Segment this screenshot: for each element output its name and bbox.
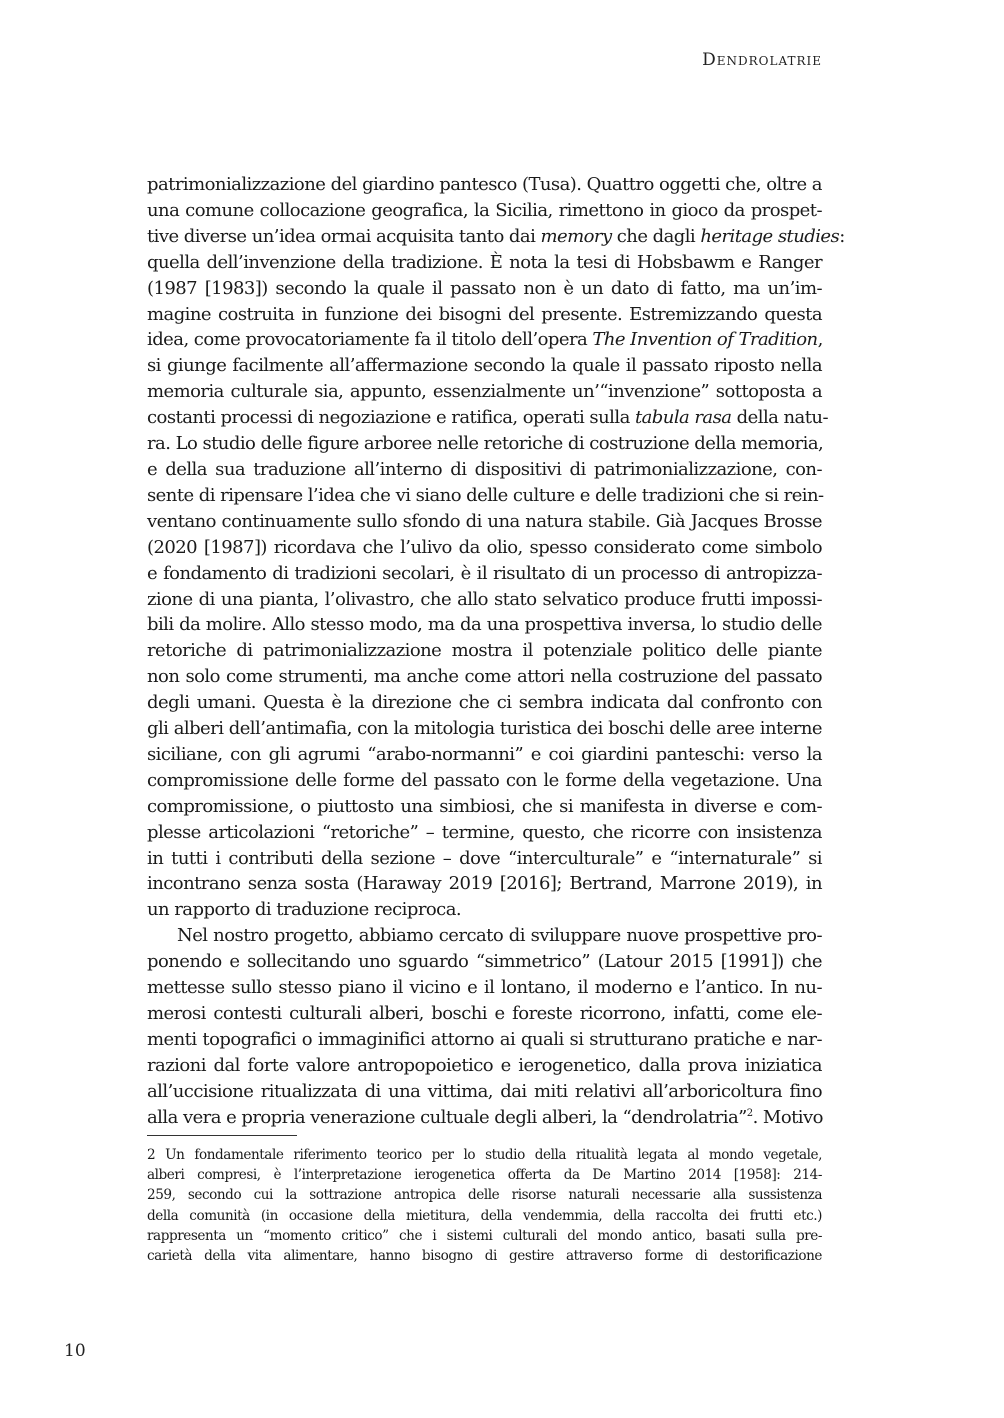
body-line (147, 353, 822, 379)
body-line-text: costanti processi di negoziazione e ratifica, operati sulla (147, 407, 635, 429)
page-number: 10 (64, 1341, 86, 1361)
body-line-text: (1987 [1983]) secondo la quale il passato non è un dato di fatto, ma un’im- (147, 277, 822, 299)
body-line-text: ventano continuamente sullo sfondo di una natura stabile. Già Jacques Brosse (147, 510, 822, 532)
body-line (147, 871, 822, 897)
body-line (147, 716, 822, 742)
body-line (147, 638, 822, 664)
body-line-text: in tutti i contributi della sezione – dove “interculturale” e “internaturale” si (147, 847, 822, 869)
footnote-separator (147, 1135, 297, 1136)
body-line-text: siciliane, con gli agrumi “arabo-normanni” e coi giardini panteschi: verso la (147, 743, 822, 765)
body-line (147, 664, 822, 690)
body-line-text: merosi contesti culturali alberi, boschi e foreste ricorrono, infatti, come ele- (147, 1003, 822, 1024)
body-line-text: plesse articolazioni “retoriche” – termine, questo, che ricorre con insistenza (147, 821, 822, 843)
footnotes (147, 1145, 822, 1266)
italic-title-invention-of-tradition: The Invention of Tradition (592, 329, 818, 351)
body-line (147, 224, 845, 250)
body-line-text: sente di ripensare l’idea che vi siano delle culture e delle tradizioni che si rein- (147, 484, 824, 506)
body-line-text: . Motivo (752, 1106, 823, 1128)
body-line (147, 405, 828, 431)
footnote-line: carietà della vita alimentare, hanno bisogno di gestire attraverso forme di destorificazione (147, 1248, 822, 1265)
body-line-text: razioni dal forte valore antropopoietico e ierogenetico, dalla prova iniziatica (147, 1054, 822, 1076)
body-line (147, 509, 822, 535)
body-line-text: un rapporto di traduzione reciproca. (147, 899, 462, 921)
body-line (147, 1079, 822, 1105)
body-line (147, 846, 822, 872)
body-line (147, 1027, 822, 1053)
italic-term-memory: memory (540, 225, 612, 247)
body-line-text: che dagli (611, 225, 701, 247)
body-line-text: Nel nostro progetto, abbiamo cercato di sviluppare nuove prospettive pro- (177, 925, 822, 947)
body-line (147, 302, 822, 328)
body-line (147, 1001, 822, 1027)
body-line (147, 431, 822, 457)
body-line-text: ra. Lo studio delle figure arboree nelle retoriche di costruzione della memoria, (147, 433, 824, 455)
body-line-text: magine costruita in funzione dei bisogni del presente. Estremizzando questa (147, 303, 822, 325)
body-line-text: : (839, 225, 845, 247)
body-line (147, 949, 822, 975)
body-line (147, 561, 822, 587)
body-line (147, 535, 822, 561)
body-line (147, 198, 822, 224)
body-line-text: incontrano senza sosta (Haraway 2019 [2016]; Bertrand, Marrone 2019), in (147, 873, 822, 895)
footnote-line: rappresenta un “momento critico” che i sistemi culturali del mondo antico, basati sulla pre- (147, 1227, 822, 1244)
footnote-line: 259, secondo cui la sottrazione antropica delle risorse naturali necessarie alla sussistenza (147, 1187, 822, 1204)
body-line (147, 820, 822, 846)
body-line (147, 379, 822, 405)
body-line-text: mettesse sullo stesso piano il vicino e il lontano, il moderno e l’antico. In nu- (147, 977, 822, 999)
body-line-text: della natu- (731, 407, 828, 429)
body-line-text: idea, come provocatoriamente fa il titolo dell’opera (147, 329, 593, 351)
body-line (147, 276, 822, 302)
body-line (147, 250, 822, 276)
body-line (147, 483, 822, 509)
body-line-text: , (817, 329, 823, 351)
body-line (147, 587, 822, 613)
body-line-text: menti topografici o immaginifici attorno ai quali si strutturano pratiche e nar- (147, 1028, 822, 1050)
body-line-text: gli alberi dell’antimafia, con la mitologia turistica dei boschi delle aree interne (147, 718, 822, 740)
italic-term-tabula-rasa: tabula rasa (634, 407, 732, 429)
body-line-text: una comune collocazione geografica, la Sicilia, rimettono in gioco da prospet- (147, 199, 822, 221)
body-line-text: tive diverse un’idea ormai acquisita tanto dai (147, 225, 541, 247)
body-line (147, 327, 822, 353)
body-line (147, 975, 822, 1001)
footnote-line: alberi compresi, è l’interpretazione ierogenetica offerta da De Martino 2014 [1958]: 214- (147, 1167, 822, 1184)
body-line-text: memoria culturale sia, appunto, essenzialmente un’“invenzione” sottoposta a (147, 381, 822, 403)
body-line (147, 923, 822, 949)
body-line (147, 742, 822, 768)
body-line-text: patrimonializzazione del giardino pantesco (Tusa). Quattro oggetti che, oltre a (147, 174, 822, 195)
body-line-text: (2020 [1987]) ricordava che l’ulivo da olio, spesso considerato come simbolo (147, 536, 822, 558)
italic-term-heritage-studies: heritage studies (700, 225, 840, 247)
body-line-text: si giunge facilmente all’affermazione secondo la quale il passato riposto nella (147, 355, 822, 377)
body-line-text: retoriche di patrimonializzazione mostra il potenziale politico delle piante (147, 640, 822, 662)
body-text (147, 172, 845, 1131)
body-line (147, 1105, 822, 1131)
body-line (147, 794, 822, 820)
body-line-text: compromissione, o piuttosto una simbiosi, che si manifesta in diverse e com- (147, 795, 822, 817)
body-line-text: alla vera e propria venerazione cultuale degli alberi, la “dendrolatria” (147, 1106, 747, 1128)
body-line (147, 612, 822, 638)
footnote-reference[interactable]: 2 (746, 1107, 753, 1119)
footnote-line: 2 Un fondamentale riferimento teorico per lo studio della ritualità legata al mondo vegetale, (147, 1147, 822, 1163)
body-line (147, 457, 822, 483)
body-line-text: bili da molire. Allo stesso modo, ma da una prospettiva inversa, lo studio delle (147, 614, 822, 636)
footnote-line: della comunità (in occasione della mietitura, della vendemmia, della raccolta dei frutti etc.) (147, 1207, 822, 1224)
running-head-title: Dendrolatrie (702, 50, 822, 70)
body-line (147, 768, 822, 794)
body-line-text: e fondamento di tradizioni secolari, è il risultato di un processo di antropizza- (147, 562, 822, 584)
body-line-text: compromissione delle forme del passato con le forme della vegetazione. Una (147, 769, 822, 791)
body-line-text: ponendo e sollecitando uno sguardo “simmetrico” (Latour 2015 [1991]) che (147, 951, 822, 973)
body-line-text: e della sua traduzione all’interno di dispositivi di patrimonializzazione, con- (147, 458, 822, 480)
body-line (147, 897, 822, 923)
body-line-text: degli umani. Questa è la direzione che ci sembra indicata dal confronto con (147, 692, 822, 714)
body-line-text: quella dell’invenzione della tradizione. È nota la tesi di Hobsbawm e Ranger (147, 251, 822, 273)
body-line (147, 690, 822, 716)
body-line-text: non solo come strumenti, ma anche come attori nella costruzione del passato (147, 666, 822, 688)
body-line-text: zione di una pianta, l’olivastro, che allo stato selvatico produce frutti impossi- (147, 588, 822, 610)
body-line-text: all’uccisione ritualizzata di una vittima, dai miti relativi all’arboricoltura fino (147, 1080, 822, 1102)
body-line (147, 1053, 822, 1079)
body-line (147, 172, 822, 198)
